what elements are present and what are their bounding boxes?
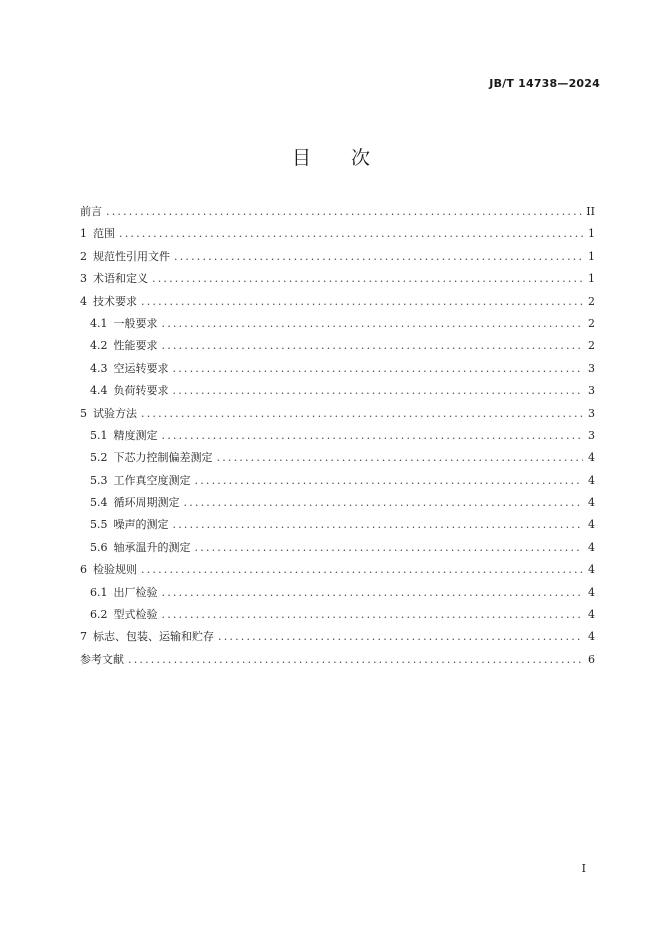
toc-entry[interactable]: [80, 425, 595, 447]
toc-entry[interactable]: [80, 559, 595, 581]
toc-entry-label: 参考文献: [80, 652, 124, 666]
toc-leader-dots: [162, 582, 584, 604]
toc-entry-page: 4: [588, 451, 595, 465]
toc-leader-dots: [218, 626, 583, 648]
toc-entry-page: 1: [588, 272, 595, 286]
toc-entry-number: 5.3: [90, 473, 108, 487]
toc-entry-label: 精度测定: [113, 428, 158, 442]
toc-entry-number: 4.1: [90, 316, 108, 330]
toc-entry-page: 4: [588, 496, 595, 510]
toc-entry-number: 2: [80, 249, 87, 263]
toc-entry[interactable]: [80, 403, 595, 425]
toc-entry-number: 5.6: [90, 540, 108, 554]
toc-entry[interactable]: [80, 223, 595, 245]
toc-entry-page: 6: [588, 652, 595, 666]
toc-entry-number: 4: [80, 294, 87, 308]
toc-leader-dots: [162, 604, 584, 626]
toc-entry-number: 5: [80, 406, 87, 420]
toc-leader-dots: [128, 649, 583, 671]
toc-entry-label: 工作真空度测定: [113, 473, 191, 487]
toc-entry-page: II: [586, 205, 595, 218]
standard-code: JB/T 14738—2024: [489, 77, 600, 90]
toc-entry-label: 技术要求: [93, 294, 137, 308]
toc-entry[interactable]: [80, 514, 595, 536]
toc-entry-page: 2: [588, 316, 595, 330]
toc-leader-dots: [106, 201, 582, 223]
toc-leader-dots: [195, 537, 584, 559]
toc-entry[interactable]: [80, 447, 595, 469]
toc-entry-page: 2: [588, 339, 595, 353]
toc-entry[interactable]: [80, 380, 595, 402]
toc-entry-number: 5.2: [90, 451, 108, 465]
toc-entry-label: 试验方法: [93, 406, 137, 420]
toc-entry-page: 4: [588, 630, 595, 644]
toc-entry-number: 4.4: [90, 384, 108, 398]
toc-entry-label: 循环周期测定: [113, 496, 180, 510]
toc-entry-number: 4.3: [90, 361, 108, 375]
toc-entry-number: 5.1: [90, 428, 108, 442]
toc-entry-label: 负荷转要求: [113, 384, 169, 398]
toc-entry-page: 3: [588, 428, 595, 442]
toc-entry-number: 6: [80, 563, 87, 577]
toc-entry-number: 5.5: [90, 518, 108, 532]
toc-leader-dots: [173, 358, 584, 380]
toc-entry-page: 4: [588, 518, 595, 532]
toc-entry-number: 6.1: [90, 585, 108, 599]
toc-entry[interactable]: [80, 582, 595, 604]
page-title: [0, 143, 662, 170]
toc-entry-page: 4: [588, 563, 595, 577]
toc-entry-page: 4: [588, 540, 595, 554]
toc-entry[interactable]: [80, 604, 595, 626]
toc-entry[interactable]: [80, 358, 595, 380]
toc-leader-dots: [217, 447, 584, 469]
toc-entry-page: 4: [588, 608, 595, 622]
toc-entry-label: 一般要求: [113, 316, 158, 330]
toc-entry-label: 前言: [80, 205, 102, 218]
toc-entry-number: 5.4: [90, 496, 108, 510]
toc-entry-page: 4: [588, 585, 595, 599]
toc-leader-dots: [173, 380, 584, 402]
toc-entry-page: 1: [588, 227, 595, 241]
toc-entry-label: 下芯力控制偏差测定: [113, 451, 213, 465]
page-number: I: [581, 862, 586, 875]
toc-entry[interactable]: [80, 246, 595, 268]
toc-entry-label: 标志、包装、运输和贮存: [93, 630, 214, 644]
title-char-left: 目: [291, 147, 311, 169]
toc-leader-dots: [141, 291, 583, 313]
toc-entry[interactable]: [80, 626, 595, 648]
toc-entry-label: 术语和定义: [93, 272, 148, 286]
toc-leader-dots: [119, 223, 583, 245]
toc-entry-number: 7: [80, 630, 87, 644]
toc-entry[interactable]: [80, 335, 595, 357]
toc-entry-label: 规范性引用文件: [93, 249, 170, 263]
toc-entry-label: 型式检验: [113, 608, 158, 622]
toc-entry-label: 范围: [93, 227, 115, 241]
toc-entry-label: 出厂检验: [113, 585, 158, 599]
toc-entry-page: 3: [588, 384, 595, 398]
toc-entry-number: 3: [80, 272, 87, 286]
toc-entry-page: 2: [588, 294, 595, 308]
toc-entry[interactable]: [80, 201, 595, 223]
toc-entry-label: 空运转要求: [113, 361, 169, 375]
toc-entry[interactable]: [80, 313, 595, 335]
toc-entry-number: 6.2: [90, 608, 108, 622]
toc-entry[interactable]: [80, 649, 595, 671]
toc-leader-dots: [162, 425, 584, 447]
toc-leader-dots: [152, 268, 583, 290]
toc-leader-dots: [141, 403, 583, 425]
toc-entry-label: 噪声的测定: [113, 518, 169, 532]
table-of-contents: [80, 201, 595, 671]
toc-leader-dots: [184, 492, 584, 514]
toc-entry-label: 检验规则: [93, 563, 137, 577]
toc-entry[interactable]: [80, 492, 595, 514]
toc-entry-page: 3: [588, 361, 595, 375]
toc-entry[interactable]: [80, 268, 595, 290]
toc-entry-number: 1: [80, 227, 87, 241]
toc-entry-page: 4: [588, 473, 595, 487]
title-char-right: 次: [351, 147, 371, 169]
toc-leader-dots: [173, 514, 584, 536]
toc-entry-label: 轴承温升的测定: [113, 540, 191, 554]
toc-leader-dots: [162, 335, 584, 357]
toc-leader-dots: [162, 313, 584, 335]
toc-entry[interactable]: [80, 537, 595, 559]
toc-entry-page: 1: [588, 249, 595, 263]
toc-entry-number: 4.2: [90, 339, 108, 353]
toc-leader-dots: [195, 470, 584, 492]
toc-entry-page: 3: [588, 406, 595, 420]
toc-leader-dots: [141, 559, 583, 581]
toc-leader-dots: [174, 246, 583, 268]
toc-entry[interactable]: [80, 291, 595, 313]
toc-entry[interactable]: [80, 470, 595, 492]
toc-entry-label: 性能要求: [113, 339, 158, 353]
